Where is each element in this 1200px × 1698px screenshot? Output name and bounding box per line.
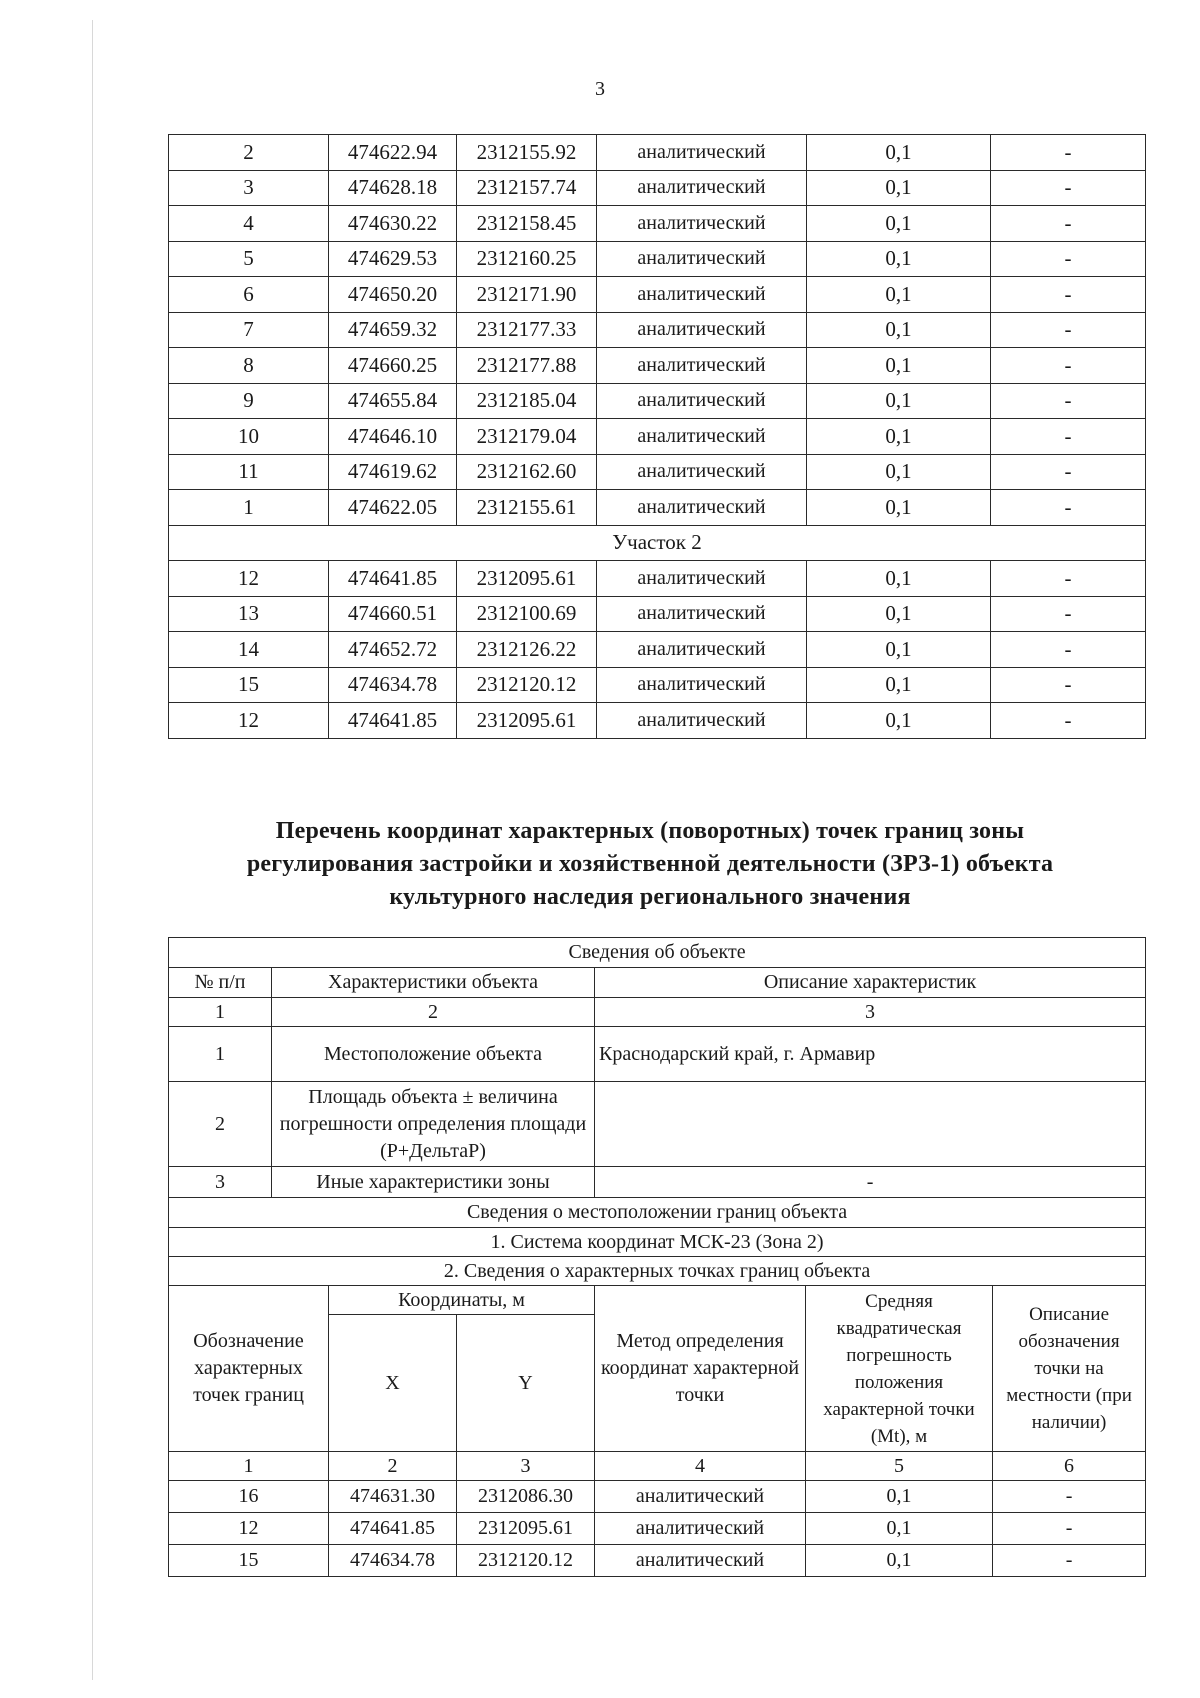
point-description: - — [991, 383, 1146, 419]
table-row — [169, 135, 1146, 171]
coordinate-y: 2312157.74 — [457, 170, 597, 206]
coordinate-y: 2312120.12 — [457, 667, 597, 703]
header-coordinates: Координаты, м — [329, 1286, 595, 1315]
heading-line-3: культурного наследия регионального значения — [389, 884, 911, 910]
table-row — [169, 312, 1146, 348]
point-number: 15 — [169, 667, 329, 703]
header-num: № п/п — [169, 968, 272, 998]
coordinate-x: 474622.94 — [329, 135, 457, 171]
point-number: 13 — [169, 596, 329, 632]
object-info-title: Сведения об объекте — [169, 938, 1146, 968]
method: аналитический — [597, 454, 807, 490]
coordinate-y: 2312155.92 — [457, 135, 597, 171]
coordinate-x: 474622.05 — [329, 490, 457, 526]
point-number: 16 — [169, 1481, 329, 1513]
method: аналитический — [597, 170, 807, 206]
header-accuracy: Средняя квадратическая погрешность положения характерной точки (Mt), м — [806, 1286, 993, 1452]
object-row-description: Краснодарский край, г. Армавир — [595, 1027, 1146, 1082]
point-description: - — [991, 277, 1146, 313]
coordinate-x: 474652.72 — [329, 632, 457, 668]
accuracy: 0,1 — [807, 241, 991, 277]
object-row-num: 1 — [169, 1027, 272, 1082]
table-row — [169, 454, 1146, 490]
coordinate-x: 474660.51 — [329, 596, 457, 632]
coordinate-y: 2312126.22 — [457, 632, 597, 668]
point-description: - — [991, 135, 1146, 171]
point-description: - — [991, 206, 1146, 242]
coordinate-x: 474641.85 — [329, 1513, 457, 1545]
accuracy: 0,1 — [807, 206, 991, 242]
point-description: - — [991, 312, 1146, 348]
section-label: Участок 2 — [169, 525, 1146, 561]
page-margin-line — [92, 20, 93, 1680]
method: аналитический — [597, 277, 807, 313]
coordinate-y: 2312177.33 — [457, 312, 597, 348]
point-description: - — [991, 632, 1146, 668]
accuracy: 0,1 — [807, 312, 991, 348]
table-row — [169, 383, 1146, 419]
point-number: 7 — [169, 312, 329, 348]
accuracy: 0,1 — [807, 561, 991, 597]
point-description: - — [991, 490, 1146, 526]
location-info-title: Сведения о местоположении границ объекта — [169, 1198, 1146, 1228]
accuracy: 0,1 — [807, 348, 991, 384]
point-number: 9 — [169, 383, 329, 419]
point-number: 5 — [169, 241, 329, 277]
table-row — [169, 703, 1146, 739]
header-designation: Обозначение характерных точек границ — [169, 1286, 329, 1452]
coordinate-x: 474641.85 — [329, 703, 457, 739]
point-number: 8 — [169, 348, 329, 384]
coordinate-system: 1. Система координат МСК-23 (Зона 2) — [169, 1228, 1146, 1257]
table-row — [169, 1481, 1146, 1513]
object-row-num: 3 — [169, 1167, 272, 1198]
method: аналитический — [595, 1481, 806, 1513]
coordinate-y: 2312100.69 — [457, 596, 597, 632]
coordinate-x: 474659.32 — [329, 312, 457, 348]
method: аналитический — [597, 667, 807, 703]
point-description: - — [991, 667, 1146, 703]
method: аналитический — [595, 1513, 806, 1545]
index-cell: 4 — [595, 1452, 806, 1481]
table-row — [169, 348, 1146, 384]
coordinate-y: 2312179.04 — [457, 419, 597, 455]
coordinate-x: 474629.53 — [329, 241, 457, 277]
point-number: 11 — [169, 454, 329, 490]
point-number: 1 — [169, 490, 329, 526]
table-row — [169, 170, 1146, 206]
method: аналитический — [597, 596, 807, 632]
point-number: 12 — [169, 703, 329, 739]
method: аналитический — [597, 348, 807, 384]
point-number: 12 — [169, 1513, 329, 1545]
method: аналитический — [597, 135, 807, 171]
coordinate-y: 2312185.04 — [457, 383, 597, 419]
accuracy: 0,1 — [807, 454, 991, 490]
point-description: - — [991, 703, 1146, 739]
coordinate-y: 2312171.90 — [457, 277, 597, 313]
header-y: Y — [457, 1315, 595, 1452]
object-row-num: 2 — [169, 1082, 272, 1167]
index-cell: 1 — [169, 998, 272, 1027]
point-description: - — [991, 348, 1146, 384]
accuracy: 0,1 — [807, 277, 991, 313]
index-cell: 3 — [457, 1452, 595, 1481]
method: аналитический — [597, 561, 807, 597]
accuracy: 0,1 — [807, 667, 991, 703]
table-row — [169, 490, 1146, 526]
table-row — [169, 206, 1146, 242]
accuracy: 0,1 — [807, 170, 991, 206]
method: аналитический — [597, 632, 807, 668]
accuracy: 0,1 — [807, 135, 991, 171]
accuracy: 0,1 — [806, 1513, 993, 1545]
accuracy: 0,1 — [807, 703, 991, 739]
accuracy: 0,1 — [807, 383, 991, 419]
object-row-characteristic: Площадь объекта ± величина погрешности определения площади (Р+ДельтаР) — [272, 1082, 595, 1167]
heading-line-1: Перечень координат характерных (поворотных) точек границ зоны — [275, 818, 1025, 844]
method: аналитический — [597, 383, 807, 419]
accuracy: 0,1 — [806, 1545, 993, 1577]
coordinate-y: 2312095.61 — [457, 1513, 595, 1545]
accuracy: 0,1 — [806, 1481, 993, 1513]
coordinate-y: 2312177.88 — [457, 348, 597, 384]
object-row-characteristic: Иные характеристики зоны — [272, 1167, 595, 1198]
index-cell: 1 — [169, 1452, 329, 1481]
coordinate-y: 2312162.60 — [457, 454, 597, 490]
point-number: 6 — [169, 277, 329, 313]
table-row — [169, 277, 1146, 313]
coordinate-y: 2312160.25 — [457, 241, 597, 277]
table-row — [169, 419, 1146, 455]
table-row — [169, 241, 1146, 277]
accuracy: 0,1 — [807, 490, 991, 526]
coordinate-x: 474660.25 — [329, 348, 457, 384]
header-x: X — [329, 1315, 457, 1452]
point-number: 10 — [169, 419, 329, 455]
coordinate-x: 474628.18 — [329, 170, 457, 206]
accuracy: 0,1 — [807, 632, 991, 668]
coordinate-x: 474634.78 — [329, 1545, 457, 1577]
section-heading — [150, 815, 1150, 914]
point-number: 3 — [169, 170, 329, 206]
points-title: 2. Сведения о характерных точках границ объекта — [169, 1257, 1146, 1286]
table-row — [169, 561, 1146, 597]
index-cell: 6 — [993, 1452, 1146, 1481]
method: аналитический — [597, 703, 807, 739]
header-point-description: Описание обозначения точки на местности (при наличии) — [993, 1286, 1146, 1452]
method: аналитический — [597, 312, 807, 348]
point-description: - — [991, 454, 1146, 490]
point-number: 12 — [169, 561, 329, 597]
table-row — [169, 667, 1146, 703]
coordinate-y: 2312095.61 — [457, 703, 597, 739]
point-description: - — [991, 596, 1146, 632]
object-row-characteristic: Местоположение объекта — [272, 1027, 595, 1082]
index-cell: 2 — [272, 998, 595, 1027]
coordinate-y: 2312086.30 — [457, 1481, 595, 1513]
header-characteristics: Характеристики объекта — [272, 968, 595, 998]
point-number: 14 — [169, 632, 329, 668]
coordinate-y: 2312158.45 — [457, 206, 597, 242]
header-method: Метод определения координат характерной точки — [595, 1286, 806, 1452]
coordinate-x: 474619.62 — [329, 454, 457, 490]
point-description: - — [991, 561, 1146, 597]
object-row-description — [595, 1082, 1146, 1167]
object-row-description: - — [595, 1167, 1146, 1198]
point-description: - — [993, 1513, 1146, 1545]
point-number: 2 — [169, 135, 329, 171]
method: аналитический — [597, 206, 807, 242]
coordinate-x: 474634.78 — [329, 667, 457, 703]
index-cell: 3 — [595, 998, 1146, 1027]
coordinate-y: 2312155.61 — [457, 490, 597, 526]
index-cell: 2 — [329, 1452, 457, 1481]
page-number: 3 — [595, 78, 605, 100]
point-description: - — [991, 170, 1146, 206]
point-number: 4 — [169, 206, 329, 242]
point-description: - — [993, 1545, 1146, 1577]
coordinates-table-continued — [168, 134, 1146, 739]
header-description: Описание характеристик — [595, 968, 1146, 998]
heading-line-2: регулирования застройки и хозяйственной деятельности (ЗРЗ-1) объекта — [246, 851, 1054, 877]
point-description: - — [991, 241, 1146, 277]
method: аналитический — [597, 419, 807, 455]
coordinate-y: 2312095.61 — [457, 561, 597, 597]
table-row — [169, 596, 1146, 632]
point-number: 15 — [169, 1545, 329, 1577]
accuracy: 0,1 — [807, 419, 991, 455]
method: аналитический — [595, 1545, 806, 1577]
method: аналитический — [597, 490, 807, 526]
coordinate-x: 474630.22 — [329, 206, 457, 242]
table-row — [169, 632, 1146, 668]
coordinate-x: 474641.85 — [329, 561, 457, 597]
index-cell: 5 — [806, 1452, 993, 1481]
coordinate-y: 2312120.12 — [457, 1545, 595, 1577]
coordinate-x: 474631.30 — [329, 1481, 457, 1513]
coordinate-x: 474646.10 — [329, 419, 457, 455]
table-row — [169, 1545, 1146, 1577]
point-description: - — [991, 419, 1146, 455]
table-row — [169, 1513, 1146, 1545]
object-info-table — [168, 937, 1146, 1577]
accuracy: 0,1 — [807, 596, 991, 632]
method: аналитический — [597, 241, 807, 277]
section-row — [169, 525, 1146, 561]
point-description: - — [993, 1481, 1146, 1513]
coordinate-x: 474655.84 — [329, 383, 457, 419]
coordinate-x: 474650.20 — [329, 277, 457, 313]
